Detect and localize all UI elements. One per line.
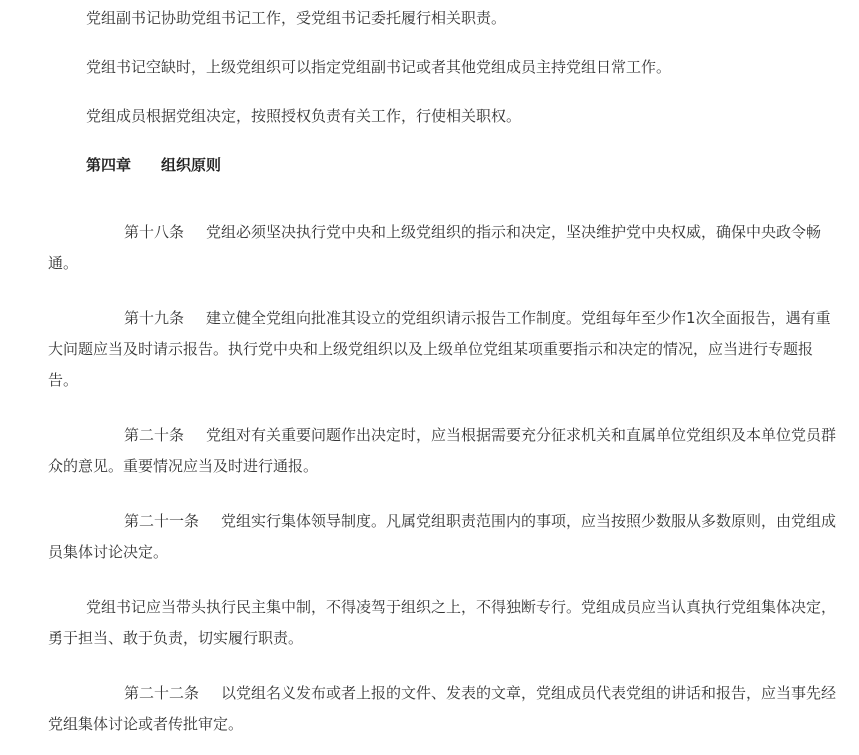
paragraph-deputy-secretary: 党组副书记协助党组书记工作，受党组书记委托履行相关职责。	[86, 9, 507, 27]
article-number: 第二十二条	[124, 684, 200, 702]
article-21	[48, 506, 838, 568]
article-text: 以党组名义发布或者上报的文件、发表的文章，党组成员代表党组的讲话和报告，应当事先经党组集体讨论或者传批审定。	[48, 684, 837, 733]
article-18	[48, 217, 838, 279]
article-text: 建立健全党组向批准其设立的党组织请示报告工作制度。党组每年至少作1次全面报告，遇有重大问题应当及时请示报告。执行党中央和上级党组织以及上级单位党组某项重要指示和决定的情况，应当进行专题报告。	[48, 309, 831, 389]
article-text: 党组对有关重要问题作出决定时，应当根据需要充分征求机关和直属单位党组织及本单位党员群众的意见。重要情况应当及时进行通报。	[48, 426, 837, 475]
article-20	[48, 420, 838, 482]
article-number: 第二十条	[124, 426, 185, 444]
document-body	[48, 0, 838, 740]
article-22	[48, 678, 838, 740]
paragraph-democratic-centralism: 党组书记应当带头执行民主集中制，不得凌驾于组织之上，不得独断专行。党组成员应当认真执行党组集体决定，勇于担当、敢于负责，切实履行职责。	[48, 598, 837, 647]
paragraph-member-authority: 党组成员根据党组决定，按照授权负责有关工作，行使相关职权。	[86, 107, 522, 125]
article-number: 第十九条	[124, 309, 185, 327]
paragraph-secretary-vacancy: 党组书记空缺时，上级党组织可以指定党组副书记或者其他党组成员主持党组日常工作。	[86, 58, 672, 76]
article-text: 党组必须坚决执行党中央和上级党组织的指示和决定，坚决维护党中央权威，确保中央政令畅通。	[48, 223, 822, 272]
article-19	[48, 303, 838, 396]
article-number: 第二十一条	[124, 512, 200, 530]
chapter-heading: 第四章 组织原则	[86, 156, 222, 174]
article-text: 党组实行集体领导制度。凡属党组职责范围内的事项，应当按照少数服从多数原则，由党组成员集体讨论决定。	[48, 512, 837, 561]
article-number: 第十八条	[124, 223, 185, 241]
